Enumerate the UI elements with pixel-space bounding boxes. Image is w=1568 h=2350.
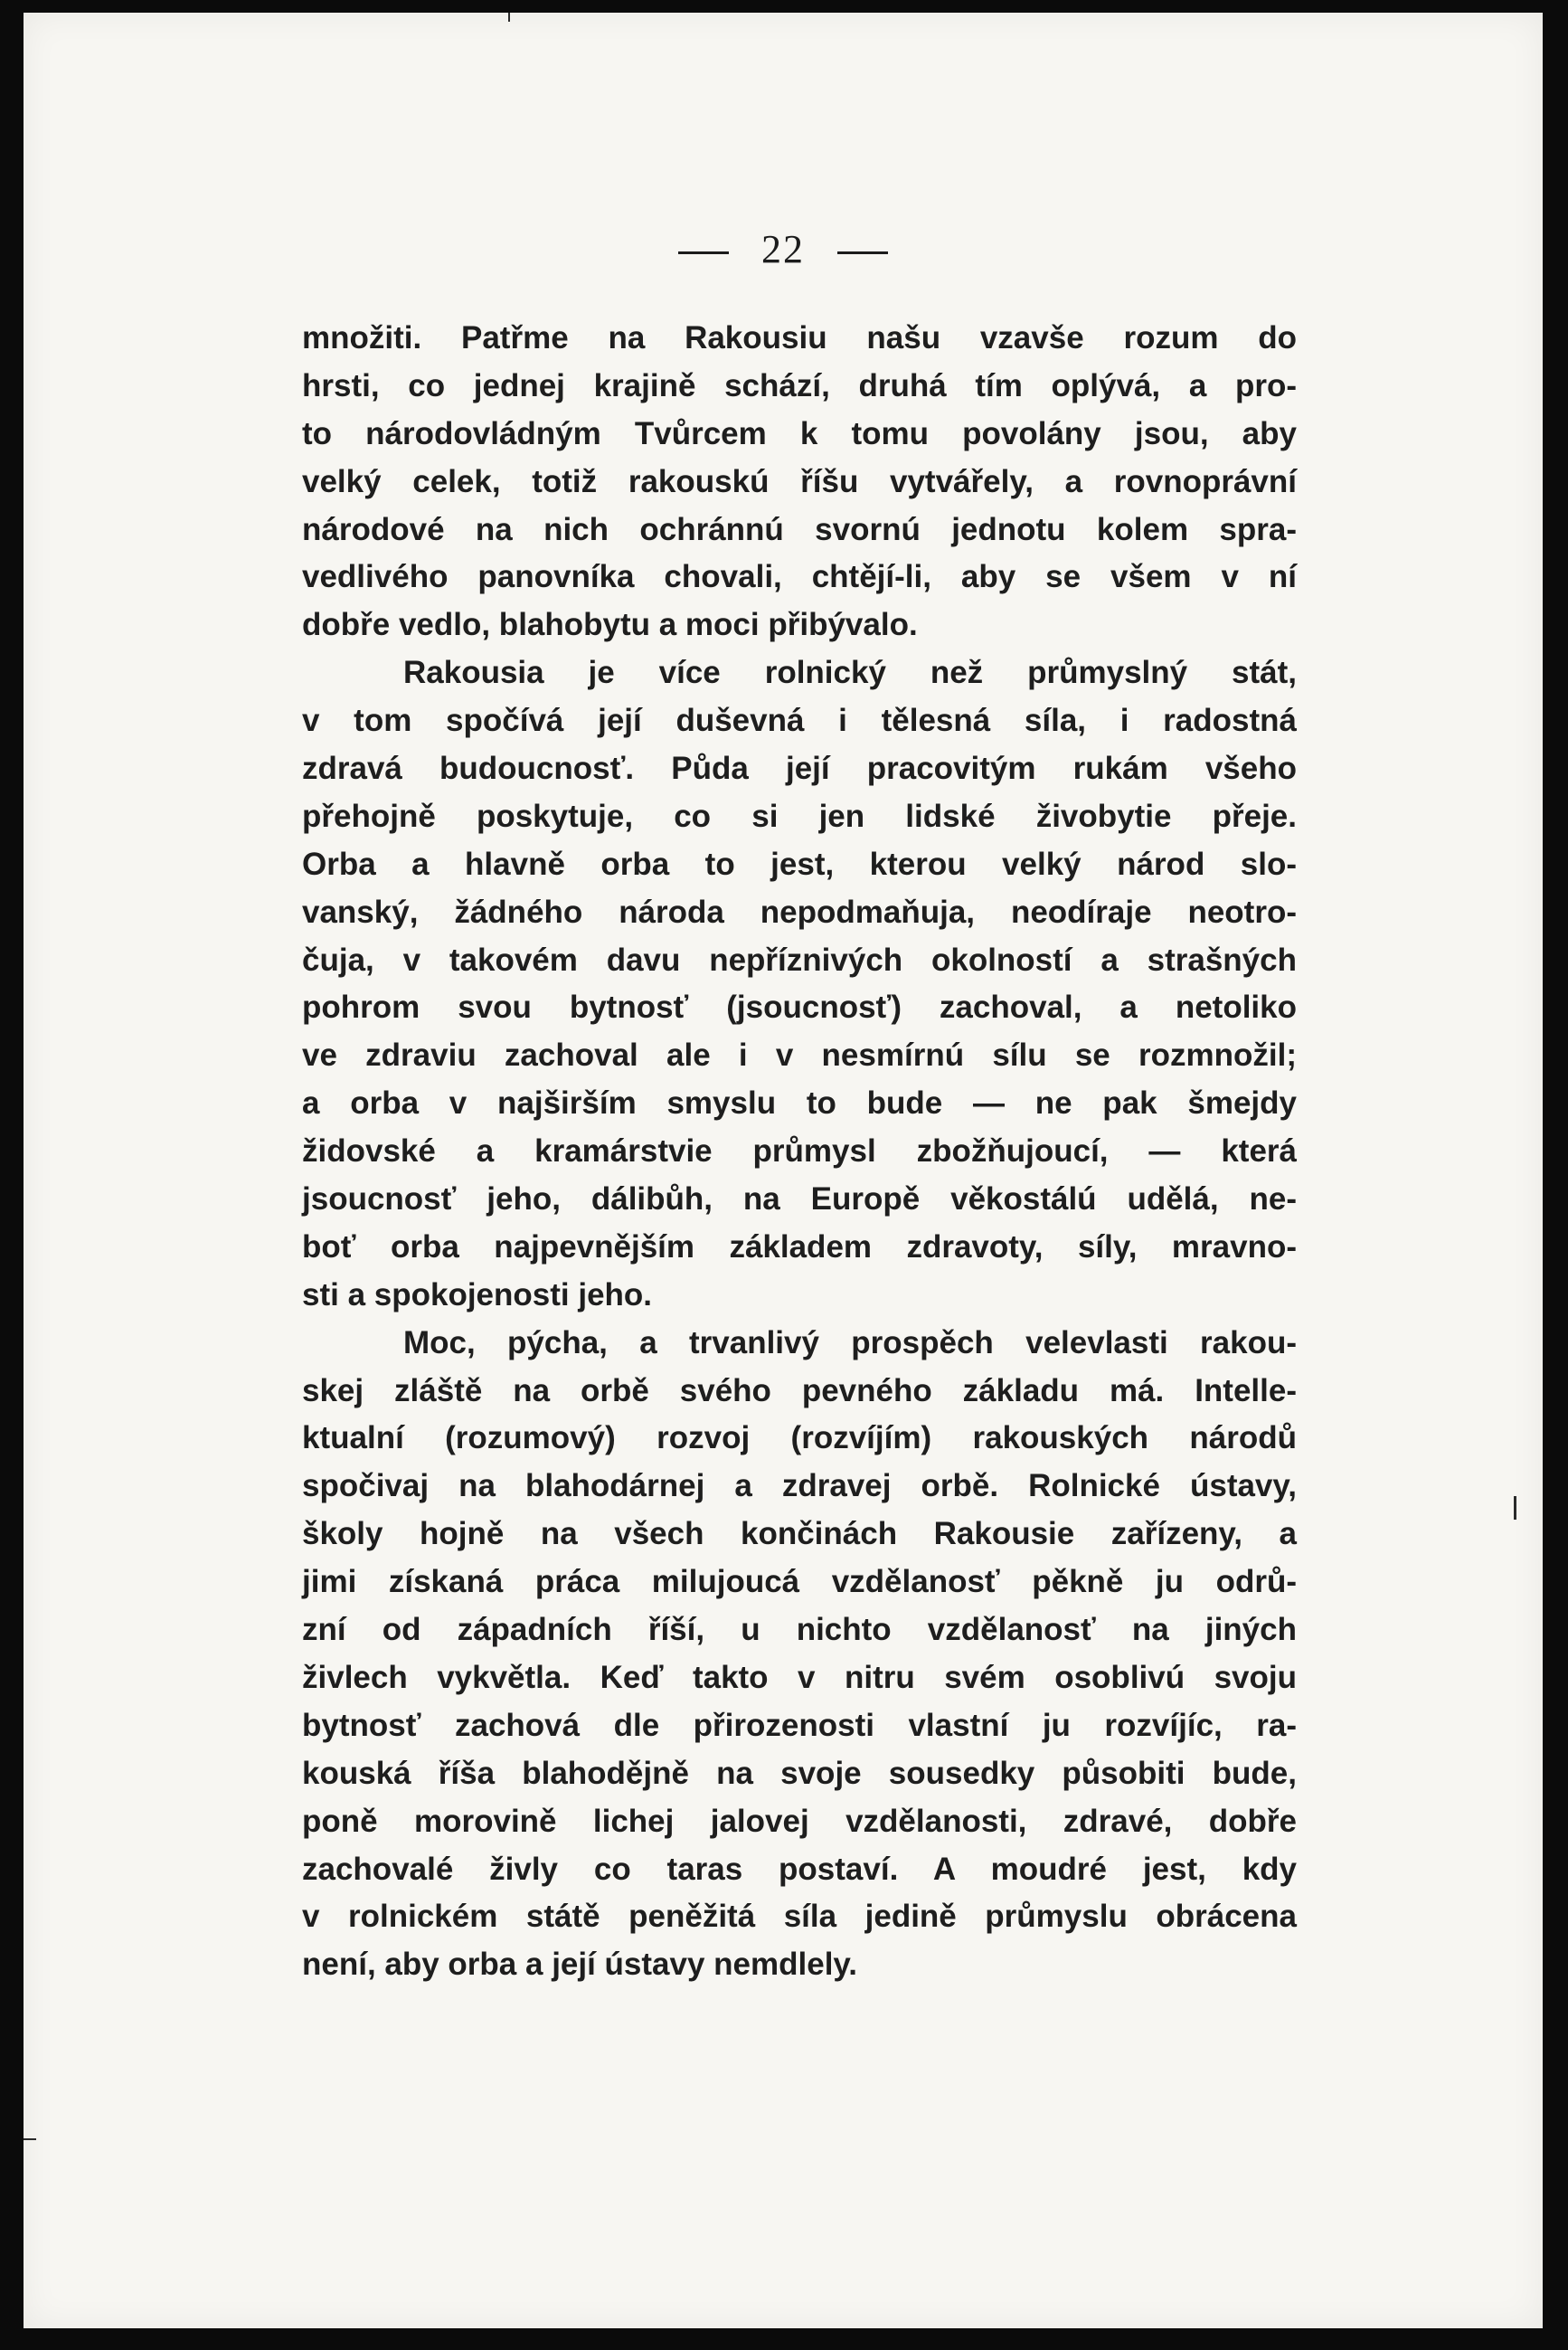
text-line: vedlivého panovníka chovali, chtějí-li, aby se všem v ní	[302, 559, 1297, 595]
scan-mark-bottom-left	[24, 2138, 36, 2140]
text-line: jimi získaná práca milujoucá vzdělanosť pěkně ju odrů-	[302, 1564, 1297, 1600]
text-line: jsoucnosť jeho, dálibůh, na Europě věkostálú udělá, ne-	[302, 1181, 1297, 1218]
paragraph	[302, 649, 1297, 1319]
text-line: Rakousia je více rolnický než průmyslný stát,	[403, 655, 1297, 691]
text-line: poně morovině lichej jalovej vzdělanosti, zdravé, dobře	[302, 1803, 1297, 1839]
text-line: Orba a hlavně orba to jest, kterou velký národ slo-	[302, 846, 1297, 882]
text-line: židovské a kramárstvie průmysl zbožňujoucí, — která	[302, 1133, 1297, 1170]
text-line: vanský, žádného národa nepodmaňuja, neodíraje neotro-	[302, 894, 1297, 930]
text-line: živlech vykvětla. Keď takto v nitru svém osoblivú svoju	[302, 1659, 1297, 1695]
page-number: 22	[761, 227, 805, 271]
text-line: množiti. Patřme na Rakousiu našu vzavše rozum do	[302, 320, 1297, 355]
text-line: spočivaj na blahodárnej a zdravej orbě. Rolnické ústavy,	[302, 1468, 1297, 1504]
text-line: školy hojně na všech končinách Rakousie zařízeny, a	[302, 1516, 1297, 1552]
text-line: skej zláště na orbě svého pevného základu má. Intelle-	[302, 1372, 1297, 1408]
text-line: Moc, pýcha, a trvanlivý prospěch velevlasti rakou-	[403, 1324, 1297, 1360]
text-line: to národovládným Tvůrcem k tomu povolány jsou, aby	[302, 415, 1297, 451]
text-line: v rolnickém státě peněžitá síla jedině průmyslu obrácena	[302, 1899, 1297, 1935]
text-line: pohrom svou bytnosť (jsoucnosť) zachoval, a netoliko	[302, 990, 1297, 1026]
text-line: a orba v najširším smyslu to bude — ne pak šmejdy	[302, 1085, 1297, 1122]
page-number-header	[24, 226, 1543, 272]
text-line: boť orba najpevnějším základem zdravoty, síly, mravno-	[302, 1228, 1297, 1265]
text-line: není, aby orba a její ústavy nemdlely.	[302, 1947, 858, 1983]
book-page	[24, 13, 1543, 2328]
text-line: přehojně poskytuje, co si jen lidské živobytie přeje.	[302, 798, 1297, 834]
text-line: hrsti, co jednej krajině schází, druhá tím oplývá, a pro-	[302, 367, 1297, 403]
text-line: zdravá budoucnosť. Půda její pracovitým rukám všeho	[302, 751, 1297, 787]
text-line: čuja, v takovém davu nepříznivých okolností a strašných	[302, 942, 1297, 978]
scan-mark-top	[508, 13, 510, 22]
text-line: ktualní (rozumový) rozvoj (rozvíjím) rakouských národů	[302, 1420, 1297, 1456]
text-line: sti a spokojenosti jeho.	[302, 1276, 653, 1312]
folio-dash-left	[678, 251, 729, 254]
text-line: ve zdraviu zachoval ale i v nesmírnú sílu se rozmnožil;	[302, 1038, 1297, 1074]
scan-mark-right	[1514, 1496, 1516, 1520]
paragraph	[302, 1320, 1297, 1989]
text-line: kouská říša blahodějně na svoje sousedky působiti bude,	[302, 1755, 1297, 1791]
text-line: zachovalé živly co taras postaví. A moudré jest, kdy	[302, 1851, 1297, 1887]
paragraph	[302, 315, 1297, 649]
text-line: velký celek, totiž rakouskú říšu vytvářely, a rovnoprávní	[302, 463, 1297, 499]
text-line: v tom spočívá její duševná i tělesná síla, i radostná	[302, 703, 1297, 739]
text-line: dobře vedlo, blahobytu a moci přibývalo.	[302, 607, 918, 643]
body-text	[302, 315, 1297, 1989]
text-line: národové na nich ochránnú svornú jednotu kolem spra-	[302, 511, 1297, 547]
folio-dash-right	[837, 251, 888, 254]
text-line: zní od západních říší, u nichto vzdělanosť na jiných	[302, 1612, 1297, 1648]
text-line: bytnosť zachová dle přirozenosti vlastní ju rozvíjíc, ra-	[302, 1707, 1297, 1743]
